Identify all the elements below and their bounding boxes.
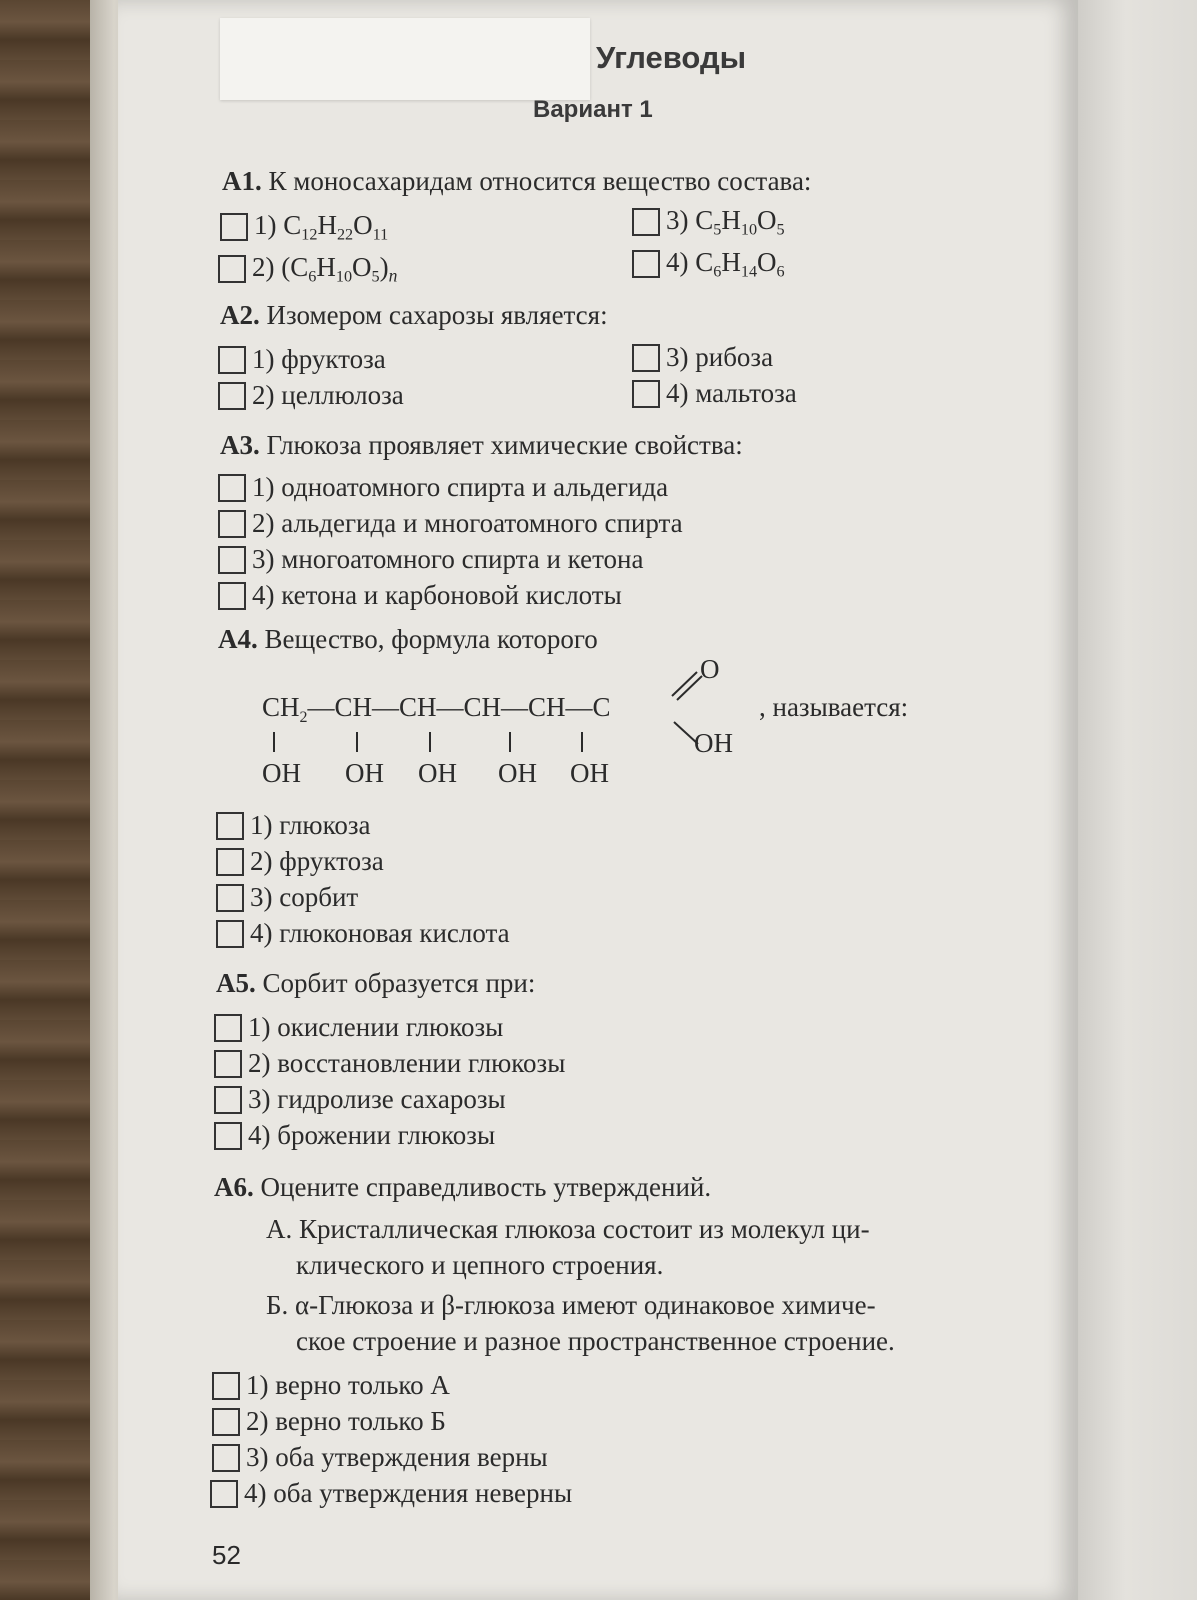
- oh-group-3: OH: [418, 758, 457, 788]
- a3-option-1[interactable]: [218, 472, 668, 503]
- formula-svg: [262, 660, 962, 790]
- a3-option-3[interactable]: [218, 544, 643, 575]
- oh-group-1: OH: [262, 758, 301, 788]
- option-label: 4) мальтоза: [666, 378, 797, 408]
- formula-chain-rest: —CH—CH—CH—CH—C: [307, 692, 611, 722]
- option-label: 1) $C_{12}H_{22}O_{11}$: [254, 210, 389, 244]
- a6-option-2[interactable]: [212, 1406, 446, 1437]
- a4-option-2[interactable]: [216, 846, 384, 877]
- option-label: 3) рибоза: [666, 342, 774, 372]
- a4-option-4[interactable]: [216, 918, 510, 949]
- a1-option-1[interactable]: [220, 210, 388, 245]
- a5-option-4[interactable]: [214, 1120, 495, 1151]
- checkbox[interactable]: [220, 213, 248, 241]
- question-a3: [220, 430, 743, 461]
- option-label: 1) одноатомного спирта и альдегида: [252, 472, 669, 502]
- oh-group-2: OH: [345, 758, 384, 788]
- option-label: 2) альдегида и многоатомного спирта: [252, 508, 683, 538]
- a2-option-2[interactable]: [218, 380, 404, 411]
- checkbox[interactable]: [218, 255, 246, 283]
- a5-option-2[interactable]: [214, 1048, 565, 1079]
- statement-b-line-1: Б. α-Глюкоза и β-глюкоза имеют одинаковое химиче-: [266, 1290, 876, 1320]
- option-label: 2) $(C_6H_{10}O_5)n$: [252, 252, 398, 286]
- a1-option-4[interactable]: [632, 247, 785, 282]
- checkbox[interactable]: [632, 380, 660, 408]
- option-label: 1) глюкоза: [250, 810, 371, 840]
- formula-chain-start: $CH_2—CH—CH—CH—CH—C$: [262, 692, 611, 726]
- a6-option-1[interactable]: [212, 1370, 450, 1401]
- page-number: 52: [212, 1540, 241, 1570]
- question-number: A1.: [222, 166, 262, 196]
- checkbox[interactable]: [632, 344, 660, 372]
- a3-option-4[interactable]: [218, 580, 622, 611]
- question-number: A5.: [216, 968, 256, 998]
- option-label: 1) верно только А: [246, 1370, 450, 1400]
- option-label: 4) $C_6H_{14}O_6$: [666, 247, 785, 281]
- checkbox[interactable]: [216, 848, 244, 876]
- a3-option-2[interactable]: [218, 508, 683, 539]
- question-text: Оцените справедливость утверждений.: [260, 1172, 712, 1202]
- page-title: Углеводы: [596, 40, 747, 75]
- checkbox[interactable]: [218, 382, 246, 410]
- option-label: 2) целлюлоза: [252, 380, 404, 410]
- paper-sticker: [220, 18, 590, 100]
- question-text: Вещество, формула которого: [264, 624, 598, 654]
- option-label: 3) многоатомного спирта и кетона: [252, 544, 644, 574]
- option-label: 4) оба утверждения неверны: [244, 1478, 573, 1508]
- checkbox[interactable]: [216, 812, 244, 840]
- carbonyl-oxygen: O: [700, 660, 720, 684]
- option-label: 1) окислении глюкозы: [248, 1012, 504, 1042]
- option-label: 2) верно только Б: [246, 1406, 446, 1436]
- question-a1: [222, 166, 811, 197]
- checkbox[interactable]: [214, 1122, 242, 1150]
- option-label: 3) $C_5H_{10}O_5$: [666, 205, 785, 239]
- structural-formula: [262, 660, 962, 790]
- checkbox[interactable]: [218, 510, 246, 538]
- a6-option-4[interactable]: [210, 1478, 572, 1509]
- option-label: 3) оба утверждения верны: [246, 1442, 548, 1472]
- formula-suffix: , называется:: [759, 692, 909, 722]
- a1-option-2[interactable]: [218, 252, 397, 287]
- checkbox[interactable]: [218, 474, 246, 502]
- a4-option-3[interactable]: [216, 882, 358, 913]
- question-text: К моносахаридам относится вещество состава:: [268, 166, 812, 196]
- option-label: 2) фруктоза: [250, 846, 384, 876]
- a2-option-4[interactable]: [632, 378, 797, 409]
- question-number: A2.: [220, 300, 260, 330]
- checkbox[interactable]: [210, 1480, 238, 1508]
- question-number: A6.: [214, 1172, 254, 1202]
- page-subtitle: Вариант 1: [533, 96, 653, 123]
- question-number: A3.: [220, 430, 260, 460]
- a5-option-3[interactable]: [214, 1084, 506, 1115]
- question-text: Изомером сахарозы является:: [266, 300, 608, 330]
- question-text: Глюкоза проявляет химические свойства:: [266, 430, 743, 460]
- option-label: 3) гидролизе сахарозы: [248, 1084, 506, 1114]
- option-label: 3) сорбит: [250, 882, 359, 912]
- checkbox[interactable]: [214, 1014, 242, 1042]
- checkbox[interactable]: [212, 1444, 240, 1472]
- option-label: 4) кетона и карбоновой кислоты: [252, 580, 622, 610]
- checkbox[interactable]: [212, 1372, 240, 1400]
- checkbox[interactable]: [218, 582, 246, 610]
- a1-option-3[interactable]: [632, 205, 785, 240]
- a4-option-1[interactable]: [216, 810, 371, 841]
- a5-option-1[interactable]: [214, 1012, 503, 1043]
- question-a4: [218, 624, 598, 655]
- checkbox[interactable]: [218, 546, 246, 574]
- question-a5: [216, 968, 535, 999]
- option-label: 4) брожении глюкозы: [248, 1120, 496, 1150]
- a2-option-3[interactable]: [632, 342, 773, 373]
- question-number: A4.: [218, 624, 258, 654]
- question-a2: [220, 300, 608, 331]
- oh-group-4: OH: [498, 758, 537, 788]
- checkbox[interactable]: [212, 1408, 240, 1436]
- statement-a-line-1: А. Кристаллическая глюкоза состоит из молекул ци-: [266, 1214, 870, 1244]
- statement-a-line-2: клического и цепного строения.: [296, 1250, 664, 1280]
- checkbox[interactable]: [216, 920, 244, 948]
- option-label: 2) восстановлении глюкозы: [248, 1048, 566, 1078]
- checkbox[interactable]: [216, 884, 244, 912]
- question-text: Сорбит образуется при:: [262, 968, 536, 998]
- checkbox[interactable]: [218, 346, 246, 374]
- a6-option-3[interactable]: [212, 1442, 548, 1473]
- hydroxyl-group: OH: [694, 728, 733, 758]
- oh-group-5: OH: [570, 758, 609, 788]
- option-label: 1) фруктоза: [252, 344, 386, 374]
- checkbox[interactable]: [214, 1086, 242, 1114]
- checkbox[interactable]: [214, 1050, 242, 1078]
- statement-b-line-2: ское строение и разное пространственное строение.: [296, 1326, 895, 1356]
- a2-option-1[interactable]: [218, 344, 386, 375]
- facing-page: [1078, 0, 1197, 1600]
- option-label: 4) глюконовая кислота: [250, 918, 510, 948]
- checkbox[interactable]: [632, 250, 660, 278]
- checkbox[interactable]: [632, 208, 660, 236]
- question-a6: [214, 1172, 711, 1203]
